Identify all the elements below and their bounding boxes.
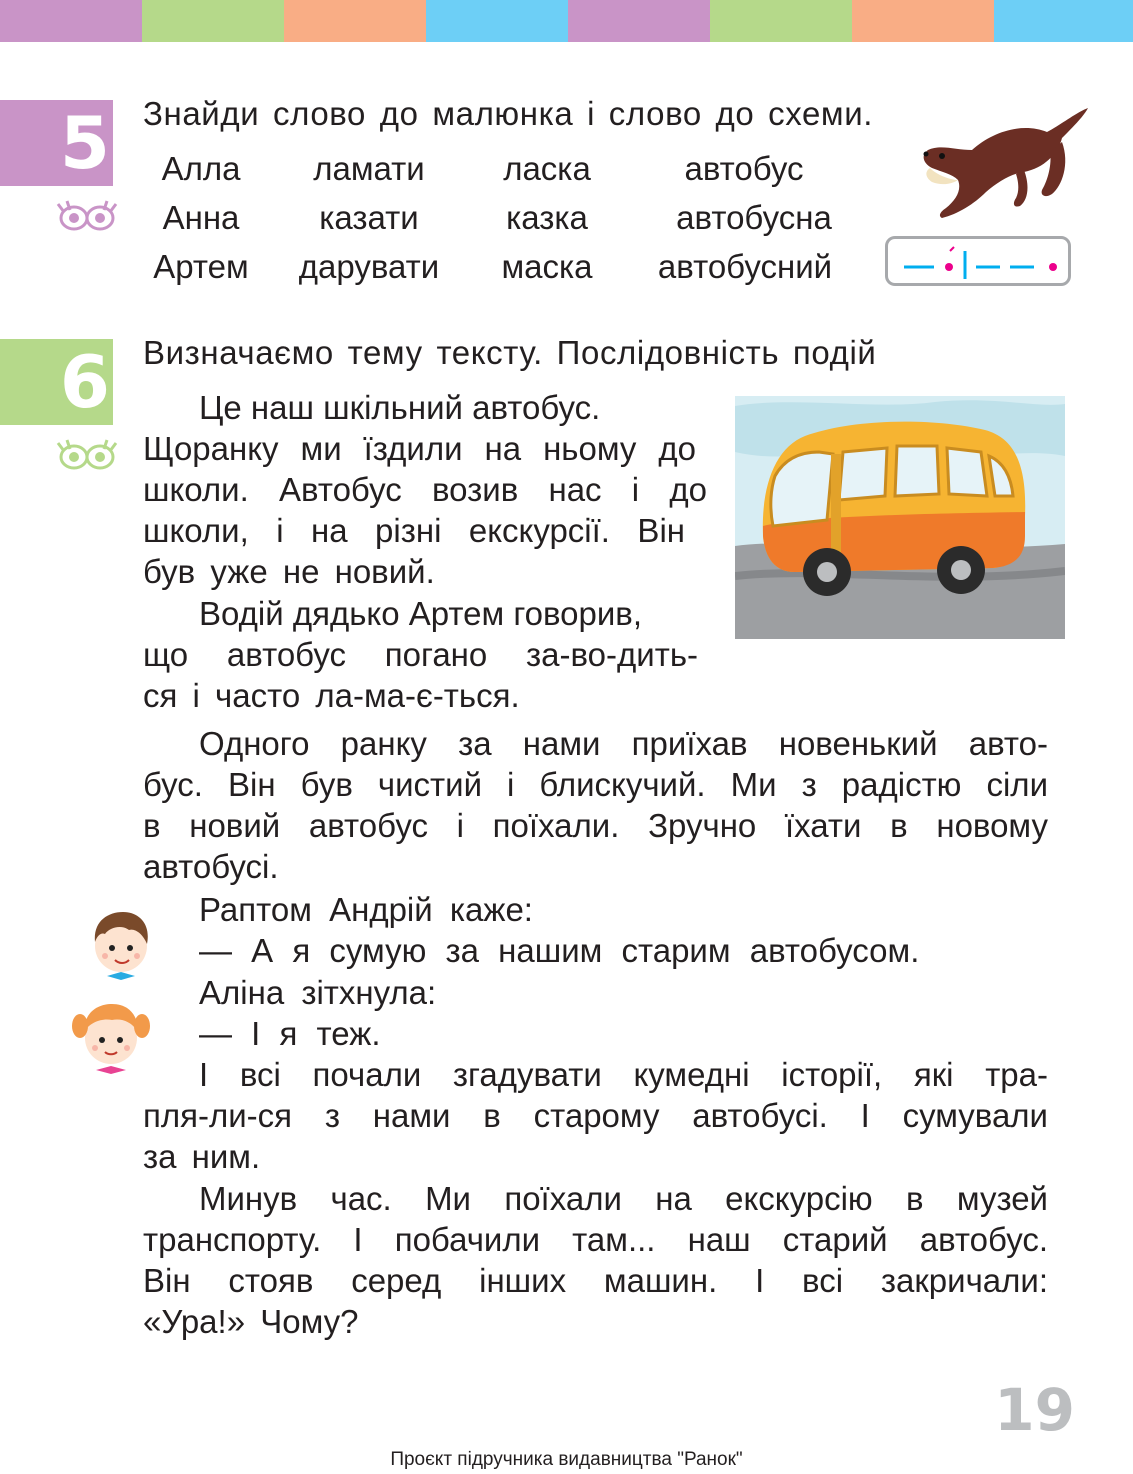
- word-r3-c2: дарувати: [298, 248, 440, 285]
- top-stripe-pink-1: [0, 0, 142, 42]
- page-number: 19: [994, 1376, 1075, 1444]
- text-line: І всі почали згадувати кумедні історії, які тра-: [199, 1056, 1048, 1093]
- task-5-number: 5: [0, 100, 113, 186]
- syllable-scheme: [885, 236, 1071, 286]
- text-line: Минув час. Ми поїхали на екскурсію в музей: [199, 1180, 1048, 1217]
- task-6-title: Визначаємо тему тексту. Послідовність подій: [143, 334, 877, 371]
- task-5-title: Знайди слово до малюнка і слово до схеми.: [143, 95, 874, 132]
- text-line: — І я теж.: [199, 1015, 381, 1052]
- task-6-number: 6: [0, 339, 113, 425]
- word-r1-c1: Алла: [161, 150, 241, 187]
- top-stripe-green-2: [710, 0, 852, 42]
- top-stripe-green-1: [142, 0, 284, 42]
- word-r1-c2: ламати: [313, 150, 425, 187]
- text-line: Аліна зітхнула:: [199, 974, 437, 1011]
- text-line: в новий автобус і поїхали. Зручно їхати в новому: [143, 807, 1048, 844]
- top-stripe-orange-1: [284, 0, 426, 42]
- weasel-illustration: [912, 102, 1094, 224]
- text-line: автобусі.: [143, 848, 279, 885]
- text-line: Щоранку ми їздили на ньому до: [143, 430, 696, 467]
- girl-face-icon: [70, 998, 152, 1080]
- text-line: Одного ранку за нами приїхав новенький авто-: [199, 725, 1048, 762]
- text-line: Раптом Андрій каже:: [199, 891, 533, 928]
- word-r3-c3: маска: [501, 248, 593, 285]
- word-r3-c1: Артем: [153, 248, 249, 285]
- text-line: Це наш шкільний автобус.: [199, 389, 601, 426]
- text-line: Водій дядько Артем говорив,: [199, 595, 642, 632]
- word-r2-c2: казати: [319, 199, 419, 236]
- word-r1-c3: ласка: [503, 150, 591, 187]
- text-line: за ним.: [143, 1138, 261, 1175]
- text-line: бус. Він був чистий і блискучий. Ми з радістю сіли: [143, 766, 1048, 803]
- eyes-icon: [54, 437, 120, 471]
- top-stripe-orange-2: [852, 0, 994, 42]
- boy-face-icon: [85, 908, 157, 984]
- top-stripe-blue-1: [426, 0, 568, 42]
- word-r2-c4: автобусна: [676, 199, 832, 236]
- syllable-scheme-icon: [888, 239, 1068, 283]
- word-r2-c3: казка: [506, 199, 588, 236]
- text-line: транспорту. І побачили там... наш старий автобус.: [143, 1221, 1048, 1258]
- bus-illustration: [735, 396, 1065, 639]
- word-r1-c4: автобус: [684, 150, 804, 187]
- text-line: — А я сумую за нашим старим автобусом.: [199, 932, 920, 969]
- text-line: Він стояв серед інших машин. І всі закричали:: [143, 1262, 1048, 1299]
- text-line: школи. Автобус возив нас і до: [143, 471, 707, 508]
- word-r2-c1: Анна: [162, 199, 240, 236]
- text-line: «Ура!» Чому?: [143, 1303, 359, 1340]
- text-line: ся і часто ла-ма-є-ться.: [143, 677, 520, 714]
- top-stripe-blue-2: [994, 0, 1133, 42]
- footer-note: Проєкт підручника видавництва "Ранок": [390, 1449, 743, 1470]
- word-r3-c4: автобусний: [657, 248, 833, 285]
- text-line: школи, і на різні екскурсії. Він: [143, 512, 685, 549]
- text-line: пля-ли-ся з нами в старому автобусі. І сумували: [143, 1097, 1048, 1134]
- top-stripe-pink-2: [568, 0, 710, 42]
- text-line: що автобус погано за-во-дить-: [143, 636, 698, 673]
- text-line: був уже не новий.: [143, 553, 435, 590]
